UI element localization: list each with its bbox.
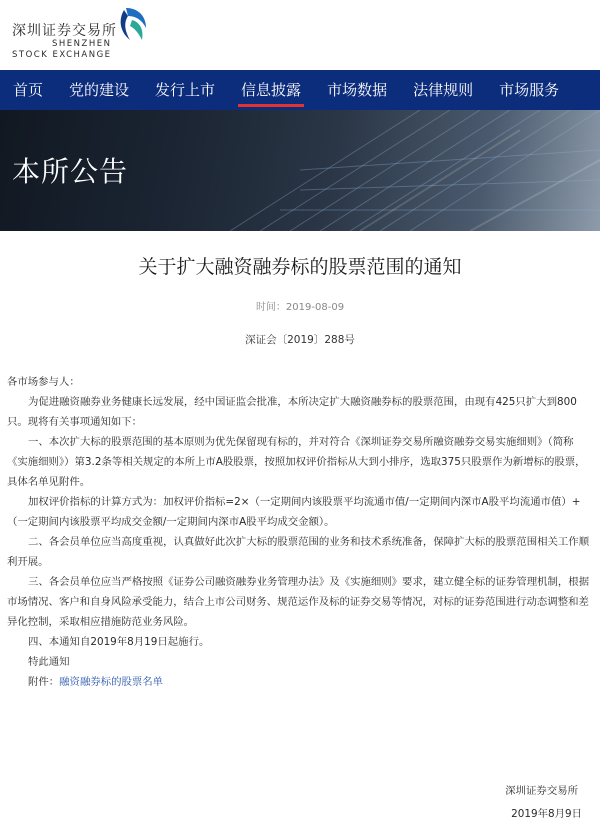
nav-item-party-building[interactable]: 党的建设	[69, 81, 130, 99]
attachment-line	[7, 672, 593, 692]
paragraph-formula: 加权评价指标的计算方式为：加权评价指标=2×（一定期间内该股票平均流通市值/一定期间内深市A股平均流通市值）+（一定期间内该股票平均成交金额/一定期间内深市A股平均成交金额）。	[7, 496, 581, 528]
paragraph-item-2: 二、各会员单位应当高度重视，认真做好此次扩大标的股票范围的业务和技术系统准备，保障扩大标的股票范围相关工作顺利开展。	[7, 536, 590, 568]
attachment-label: 附件：	[28, 676, 60, 688]
nav-item-market-data[interactable]: 市场数据	[327, 81, 388, 99]
publish-date: 时间：2019-08-09	[255, 302, 345, 313]
logo-english-line1: SHENZHEN	[52, 39, 112, 49]
nav-item-rules[interactable]: 法律规则	[413, 81, 474, 99]
nav-item-disclosure[interactable]: 信息披露	[228, 70, 314, 110]
nav-item-market-services[interactable]: 市场服务	[499, 81, 560, 99]
banner-title: 本所公告	[12, 155, 129, 188]
paragraph-intro: 为促进融资融券业务健康长远发展，经中国证监会批准，本所决定扩大融资融券标的股票范围，由现有425只扩大到800只。现将有关事项通知如下：	[7, 396, 577, 428]
signature: 深圳证券交易所	[505, 785, 578, 797]
notice-title: 关于扩大融资融券标的股票范围的通知	[138, 256, 462, 278]
nav-item-issuance-listing[interactable]: 发行上市	[155, 81, 216, 99]
paragraph-closing: 特此通知	[28, 656, 70, 668]
salutation: 各市场参与人：	[7, 376, 80, 388]
signature-date: 2019年8月9日	[511, 808, 582, 820]
paragraph-item-1: 一、本次扩大标的股票范围的基本原则为优先保留现有标的，并对符合《深圳证券交易所融资融券交易实施细则》（简称《实施细则》）第3.2条等相关规定的本所上市A股股票，按照加权评价指标从大到小排序，选取375只股票作为新增标的股票，具体名单见附件。	[7, 436, 586, 488]
notice-body	[7, 372, 593, 692]
paragraph-item-4: 四、本通知自2019年8月19日起施行。	[28, 636, 210, 648]
logo-english-line2: STOCK EXCHANGE	[12, 50, 112, 60]
szse-logo[interactable]	[12, 6, 162, 64]
paragraph-item-3: 三、各会员单位应当严格按照《证券公司融资融券业务管理办法》及《实施细则》要求，建立健全标的证券管理机制，根据市场情况、客户和自身风险承受能力，结合上市公司财务、规范运作及标的证券交易等情况，对标的证券范围进行动态调整和差异化控制，采取相应措施防范业务风险。	[7, 576, 590, 628]
site-header	[0, 0, 600, 70]
nav-item-home[interactable]: 首页	[13, 81, 44, 99]
page-banner	[0, 110, 600, 231]
attachment-link[interactable]: 融资融券标的股票名单	[59, 676, 164, 688]
logo-chinese-name: 深圳证券交易所	[12, 23, 117, 39]
document-number: 深证会〔2019〕288号	[245, 334, 355, 346]
main-nav	[0, 70, 600, 110]
szse-logo-mark-icon	[112, 6, 152, 44]
